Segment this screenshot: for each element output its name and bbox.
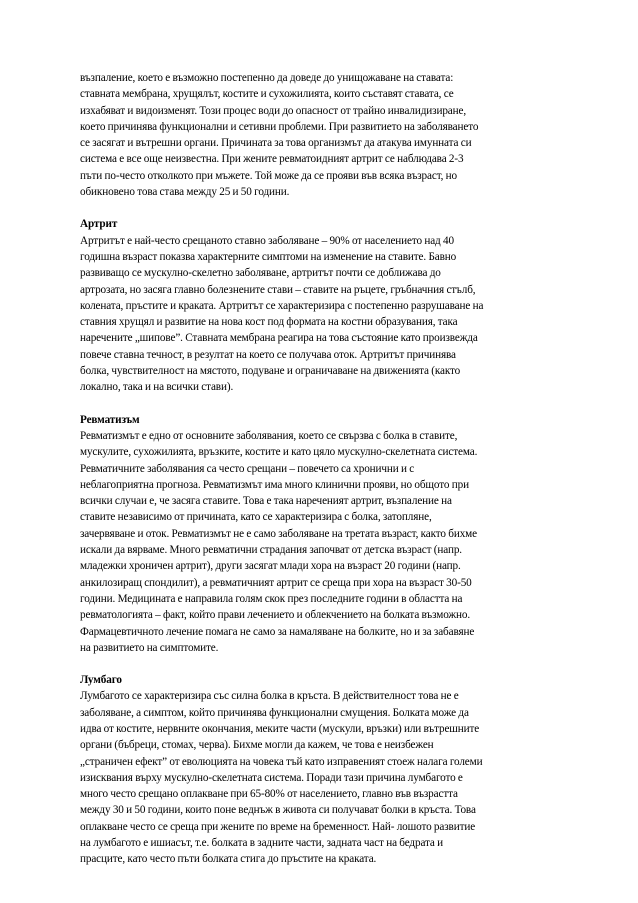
section-arthritis <box>80 216 564 395</box>
section-rheumatism <box>80 412 564 656</box>
section-heading-rheumatism: Ревматизъм <box>80 413 140 426</box>
section-body-rheumatism: Ревматизмът е едно от основните заболявания, което се свързва с болка в ставите, мускулите, сухожилията, връзките, костите и като цяло мускулно-скелетната система. Ревматичните заболявания са често срещани – повечето са хронични и с неблагоприятна прогноза. Ревматизмът има много клинични прояви, но общото при всички случаи е, че засяга ставите. Това е така нареченият артрит, възпаление на ставите независимо от причината, като се характеризира с болка, затопляне, зачервяване и оток. Ревматизмът не е само заболяване на третата възраст, както бихме искали да вярваме. Много ревматични страдания започват от детска възраст (напр. младежки хроничен артрит), други засягат млади хора на възраст 20 години (напр. анкилозиращ спондилит), а ревматичният артрит се среща при хора на възраст 30-50 години. Медицината е направила голям скок през последните години в областта на ревматологията – факт, който прави лечението и облекчението на болката възможно. Фармацевтичното лечение помага не само за намаляване на болките, но и за забавяне на развитието на симптомите. <box>80 429 478 654</box>
section-heading-arthritis: Артрит <box>80 218 118 231</box>
section-body-lumbago: Лумбагото се характеризира със силна болка в кръста. В действителност това не е заболяване, а симптом, който причинява функционални смущения. Болката може да идва от костите, нервните окончания, меките части (мускули, връзки) или вътрешните органи (бъбреци, стомах, черва). Бихме могли да кажем, че това е неизбежен „страничен ефект” от еволюцията на човека тъй като изправеният стоеж налага големи изисквания върху мускулно-скелетната система. Поради тази причина лумбагото е много често срещано оплакване при 65-80% от населението, главно във възрастта между 30 и 50 години, които поне веднъж в живота си получават болки в кръста. Това оплакване често се среща при жените по време на бременност. Най- лошото развитие на лумбагото е ишиасът, т.е. болката в задните части, задната част на бедрата и прасците, като често пъти болката стига до пръстите на краката. <box>80 690 483 866</box>
section-heading-lumbago: Лумбаго <box>80 674 122 687</box>
section-lumbago <box>80 672 564 868</box>
intro-paragraph: възпаление, което е възможно постепенно да доведе до унищожаване на ставата: ставната мембрана, хрущялът, костите и сухожилията, които съставят ставата, се изхабяват и видоизменят. Този процес води до опасност от трайно инвалидизиране, което причинява функционални и сетивни проблеми. При развитието на заболяването се засягат и вътрешни органи. Причината за това организмът да атакува имунната си система е все още неизвестна. При жените ревматоидният артрит се наблюдава 2-3 пъти по-често отколкото при мъжете. Той може да се прояви във всяка възраст, но обикновено това става между 25 и 50 години. <box>80 72 479 199</box>
document-page <box>80 70 564 868</box>
section-body-arthritis: Артритът е най-често срещаното ставно заболяване – 90% от населението над 40 годишна възраст показва характерните симптоми на изменение на ставите. Бавно развиващо се мускулно-скелетно заболяване, артритът почти се доближава до артрозата, но засяга главно болезнените стави – ставите на ръцете, гръбначния стълб, колената, пръстите и краката. Артритът се характеризира с постепенно разрушаване на ставния хрущял и развитие на нова кост под формата на костни образувания, така наречените „шипове”. Ставната мембрана реагира на това състояние като произвежда повече ставна течност, в резултат на което се получава оток. Артритът причинява болка, чувствителност на мястото, подуване и ограничаване на движенията (както локално, така и на всички стави). <box>80 234 484 394</box>
